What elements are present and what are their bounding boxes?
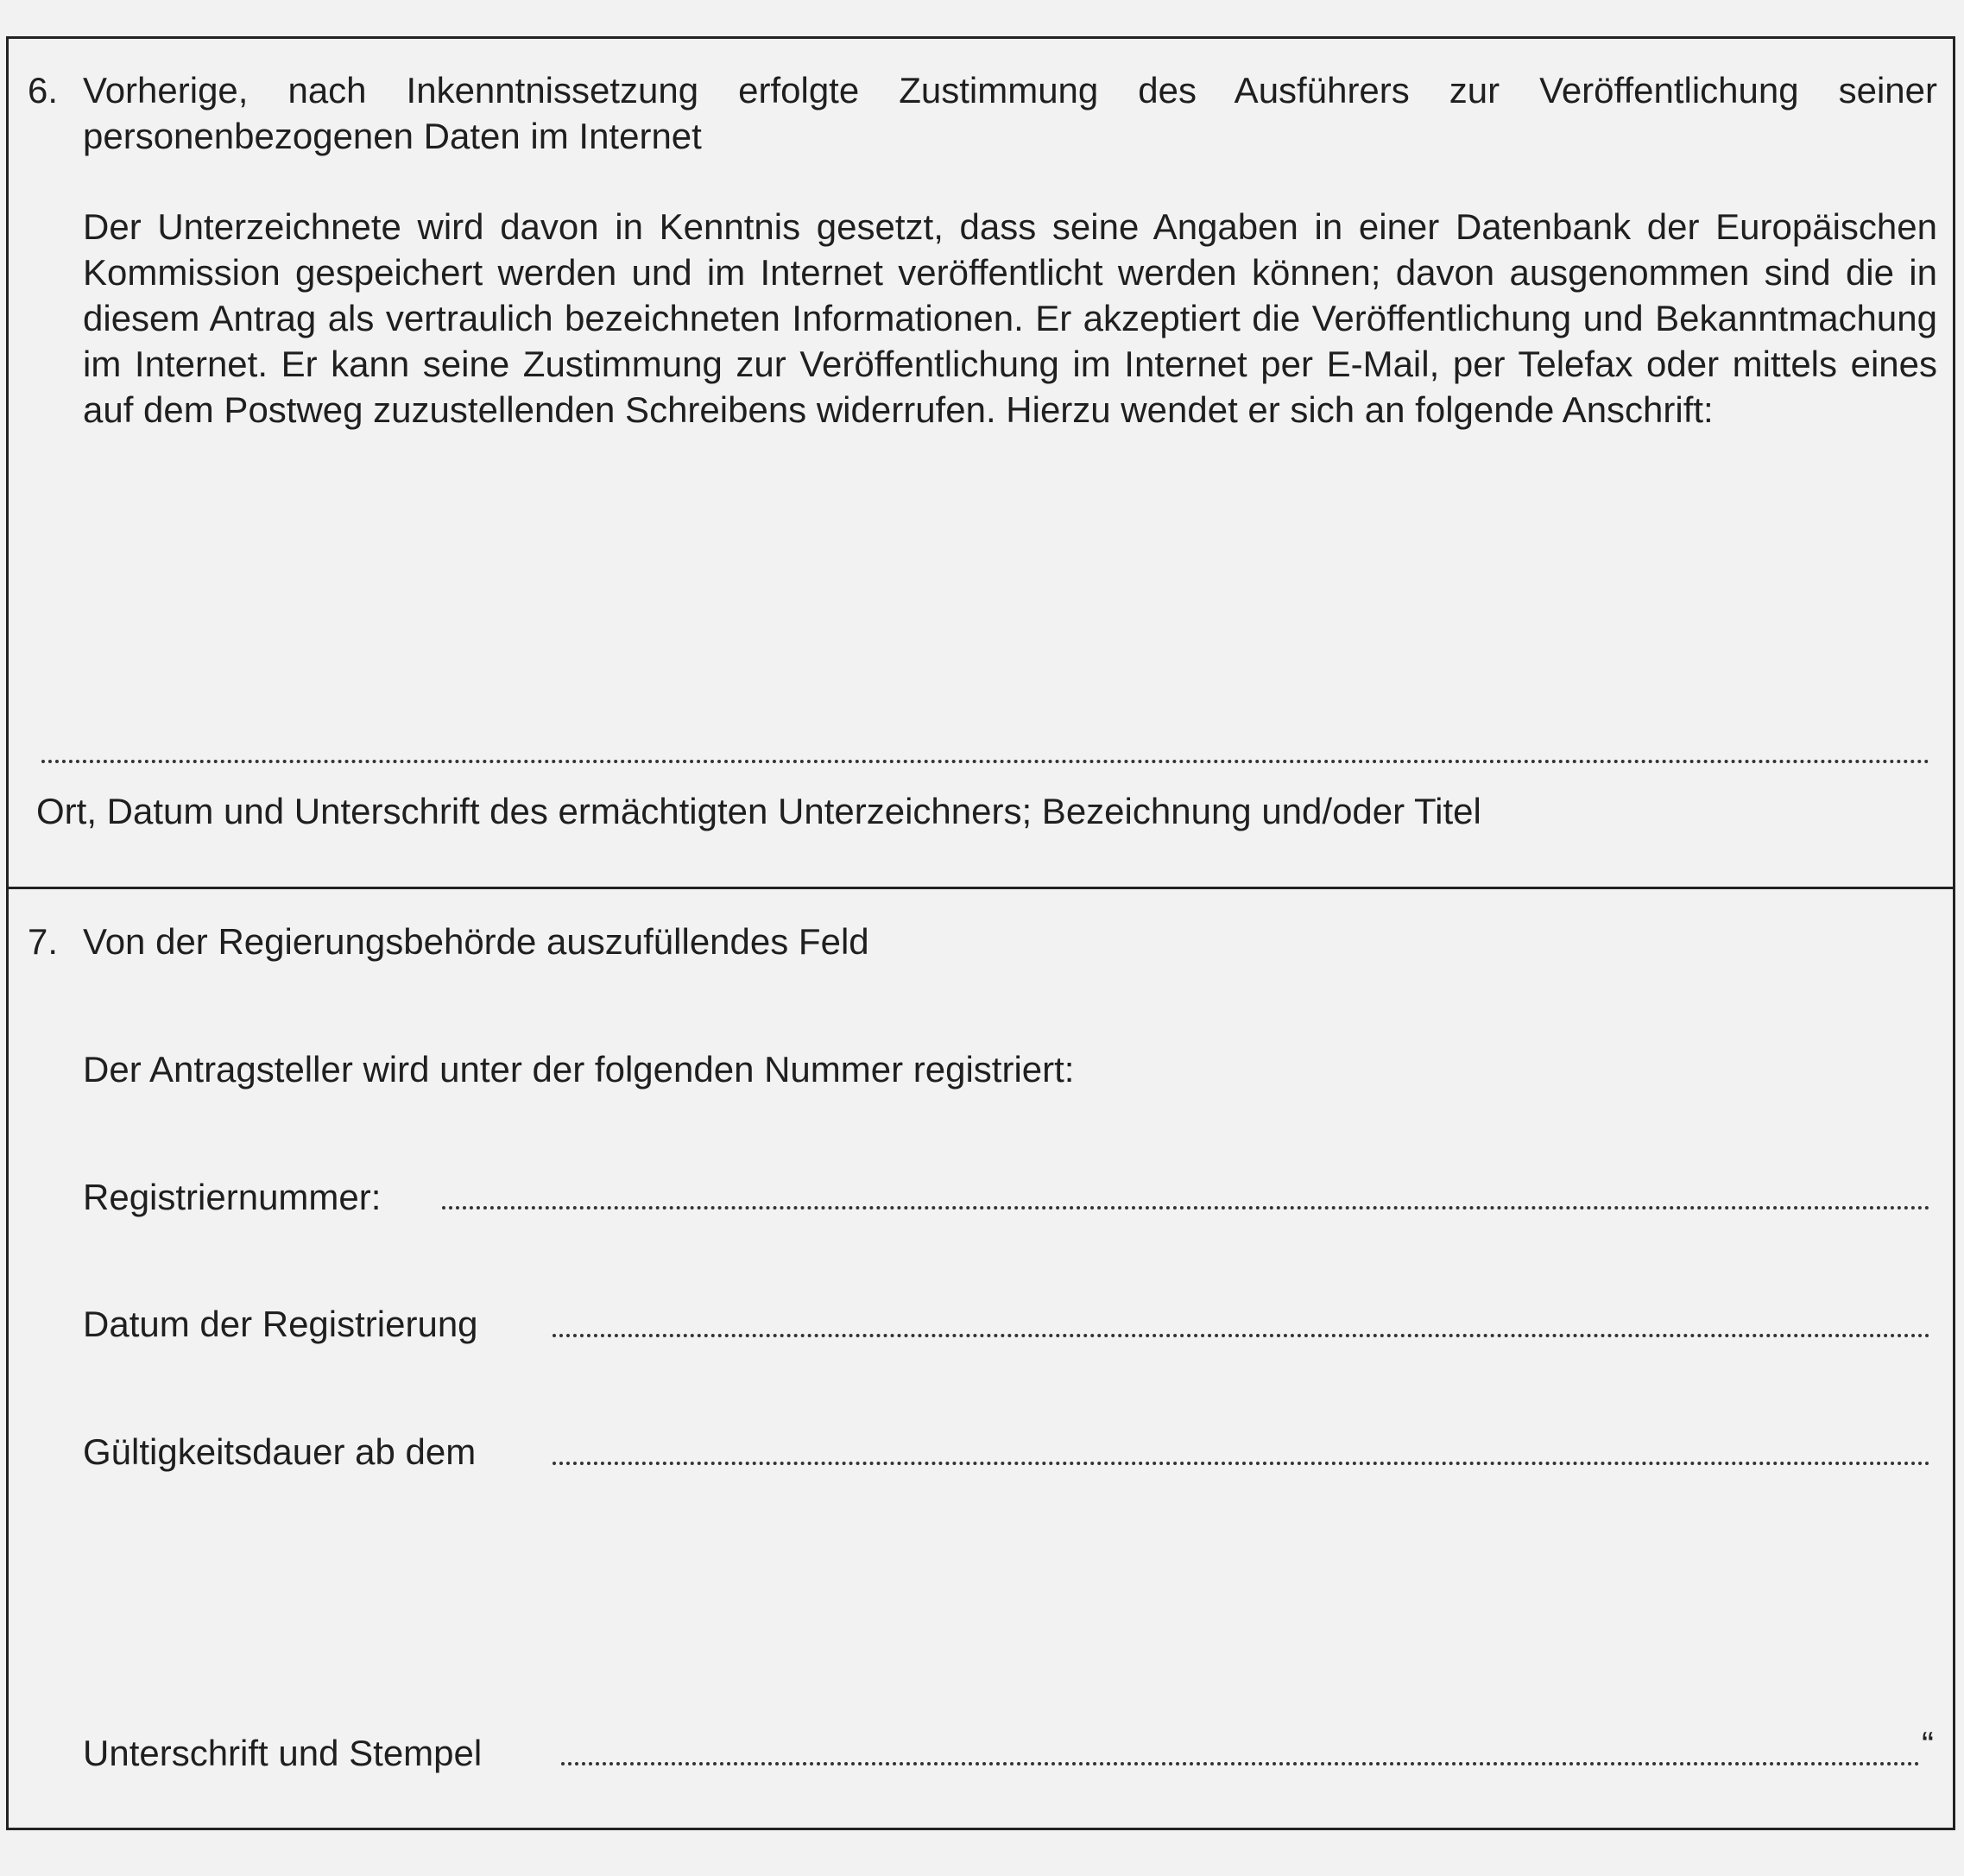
signature-caption: Ort, Datum und Unterschrift des ermächtigten Unterzeichners; Bezeichnung und/oder Titel: [36, 791, 1481, 831]
registration-intro: Der Antragsteller wird unter der folgenden Nummer registriert:: [83, 1049, 1075, 1090]
closing-quote-mark: “: [1922, 1724, 1934, 1765]
section-divider: [6, 887, 1955, 889]
section-6-heading-line-2: personenbezogenen Daten im Internet: [83, 116, 702, 156]
registration-number-label: Registriernummer:: [83, 1177, 382, 1217]
signature-dotted-line[interactable]: [41, 760, 1930, 763]
registration-number-field[interactable]: [442, 1206, 1930, 1210]
section-6-number: 6.: [28, 70, 59, 111]
validity-label: Gültigkeitsdauer ab dem: [83, 1431, 477, 1472]
validity-field[interactable]: [553, 1462, 1930, 1465]
section-7-number: 7.: [28, 921, 59, 962]
signature-stamp-field[interactable]: [561, 1762, 1920, 1765]
section-7-heading: Von der Regierungsbehörde auszufüllendes Feld: [83, 921, 869, 962]
section-6-heading-line-1: Vorherige, nach Inkenntnissetzung erfolgte Zustimmung des Ausführers zur Veröffentlichung seiner: [83, 70, 1937, 111]
signature-stamp-label: Unterschrift und Stempel: [83, 1733, 483, 1773]
registration-date-label: Datum der Registrierung: [83, 1304, 478, 1344]
consent-paragraph: Der Unterzeichnete wird davon in Kenntnis gesetzt, dass seine Angaben in einer Datenbank der Europäischen Kommission gespeichert werden und im Internet veröffentlicht werden können; davon ausgenommen sind die in diesem Antrag als vertraulich bezeichneten Informationen. Er akzeptiert die Veröffentlichung und Bekanntmachung im Internet. Er kann seine Zustimmung zur Veröffentlichung im Internet per E-Mail, per Telefax oder mittels eines auf dem Postweg zuzustellenden Schreibens widerrufen. Hierzu wendet er sich an folgende Anschrift:: [83, 206, 1937, 430]
registration-date-field[interactable]: [553, 1334, 1930, 1337]
